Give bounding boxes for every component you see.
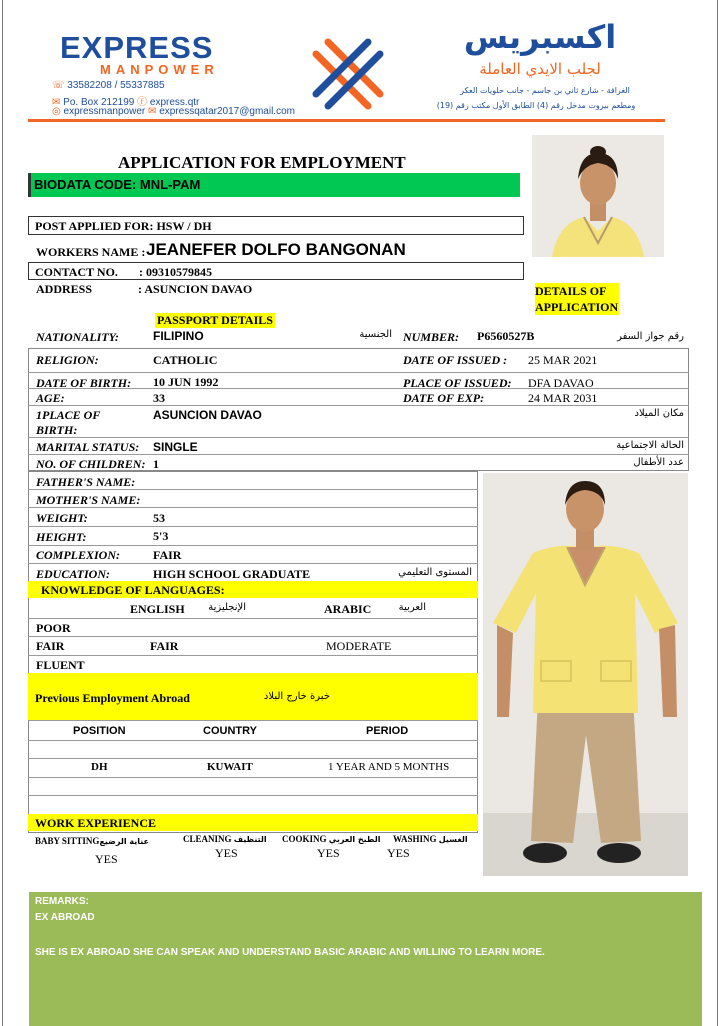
col-period: PERIOD: [366, 725, 409, 737]
passport-number-label: NUMBER:: [403, 330, 460, 344]
header-rule: [28, 119, 665, 122]
contact-value: : 09310579845: [139, 265, 212, 279]
email-icon: ✉: [148, 106, 157, 117]
complexion-label: COMPLEXION:: [36, 548, 121, 562]
col-country: COUNTRY: [203, 725, 257, 737]
row-divider: [28, 740, 478, 741]
complexion-value: FAIR: [153, 548, 182, 562]
remarks-panel: [29, 892, 702, 1026]
contact-box: [28, 262, 524, 280]
marital-value: SINGLE: [153, 440, 198, 454]
employment-position: DH: [91, 761, 108, 773]
contact-label: CONTACT NO.: [35, 265, 118, 279]
weight-label: WEIGHT:: [36, 511, 88, 525]
place-issued-label: PLACE OF ISSUED:: [403, 376, 512, 390]
row-divider: [28, 526, 478, 527]
skill-cleaning-value: YES: [215, 846, 238, 860]
date-exp: 24 MAR 2031: [528, 391, 598, 405]
nationality-ar: الجنسية: [359, 329, 392, 340]
row-divider: [28, 720, 478, 721]
biodata-code-bar: [28, 173, 520, 197]
children-label: NO. OF CHILDREN:: [36, 457, 146, 471]
row-divider: [28, 618, 478, 619]
skill-cleaning: CLEANING التنظيف: [183, 834, 267, 844]
express-logo-icon: [306, 32, 390, 116]
pob-label: 1PLACE OF BIRTH:: [36, 408, 101, 437]
post-applied: POST APPLIED FOR: HSW / DH: [35, 219, 212, 233]
remarks-label: REMARKS:: [35, 896, 89, 907]
skill-cooking: COOKING الطبخ العربي: [282, 834, 381, 844]
row-divider: [28, 563, 478, 564]
skill-cooking-value: YES: [317, 846, 340, 860]
address-ar-line2: ومطعم بيروت مدخل رقم (4) الطابق الأول مكتب رقم (19): [436, 101, 636, 110]
contact-social: ◎ expressmanpower ✉ expressqatar2017@gmail.com: [52, 106, 295, 117]
passport-number: P6560527B: [477, 329, 535, 343]
address-value: : ASUNCION DAVAO: [138, 282, 253, 296]
employment-heading-ar: خبرة خارج البلاد: [263, 691, 330, 702]
children-ar: عدد الأطفال: [633, 457, 684, 468]
page-title: APPLICATION FOR EMPLOYMENT: [118, 153, 406, 172]
children-value: 1: [153, 457, 159, 471]
row-divider: [28, 636, 478, 637]
phone-icon: ☏: [52, 80, 65, 91]
height-label: HEIGHT:: [36, 530, 87, 544]
skill-baby-sitting-value: YES: [95, 852, 118, 866]
post-applied-box: [28, 216, 524, 235]
date-issued: 25 MAR 2021: [528, 353, 598, 367]
work-experience-heading: WORK EXPERIENCE: [28, 814, 478, 831]
workers-name-label: WORKERS NAME :: [36, 245, 146, 259]
pob-ar: مكان الميلاد: [634, 408, 684, 419]
workers-name: JEANEFER DOLFO BANGONAN: [146, 240, 406, 259]
marital-label: MARITAL STATUS:: [36, 440, 140, 454]
row-divider: [28, 795, 478, 796]
place-issued: DFA DAVAO: [528, 376, 594, 390]
religion-label: RELIGION:: [36, 353, 99, 367]
height-value: 5'3: [153, 529, 169, 543]
weight-value: 53: [153, 511, 165, 525]
arabic-level: MODERATE: [326, 639, 392, 653]
applicant-full-body-photo: [483, 473, 688, 876]
english-level: FAIR: [150, 639, 179, 653]
religion-value: CATHOLIC: [153, 353, 218, 367]
employment-country: KUWAIT: [207, 761, 253, 773]
remarks-line1: EX ABROAD: [35, 912, 95, 923]
level-fair: FAIR: [36, 639, 65, 653]
mailbox-icon: ✉: [52, 97, 61, 108]
age-value: 33: [153, 391, 165, 405]
employment-period: 1 YEAR AND 5 MONTHS: [328, 761, 450, 773]
row-divider: [28, 655, 478, 656]
biodata-code: BIODATA CODE: MNL-PAM: [34, 177, 201, 192]
brand-ar-subtitle: لجلب الايدي العاملة: [479, 60, 601, 78]
brand-en-subtitle: MANPOWER: [100, 62, 219, 77]
dob-label: DATE OF BIRTH:: [36, 376, 132, 390]
nationality-value: FILIPINO: [153, 329, 204, 343]
mother-label: MOTHER'S NAME:: [36, 493, 141, 507]
dob-value: 10 JUN 1992: [153, 375, 219, 389]
arabic-ar: العربية: [398, 602, 426, 613]
level-fluent: FLUENT: [36, 658, 85, 672]
remarks-line2: SHE IS EX ABROAD SHE CAN SPEAK AND UNDERSTAND BASIC ARABIC AND WILLING TO LEARN MORE.: [35, 947, 545, 958]
applicant-portrait-photo: [532, 135, 664, 257]
marital-ar: الحالة الاجتماعية: [616, 440, 684, 451]
date-exp-label: DATE OF EXP:: [403, 391, 485, 405]
brand-en-title: EXPRESS: [60, 30, 214, 65]
row-divider: [28, 437, 689, 438]
skill-washing: WASHING الغسيل: [393, 834, 468, 844]
education-value: HIGH SCHOOL GRADUATE: [153, 567, 311, 581]
pob-value: ASUNCION DAVAO: [153, 408, 262, 422]
contact-phones: ☏ 33582208 / 55337885: [52, 80, 165, 91]
facebook-icon: ⓕ: [137, 97, 148, 108]
age-label: AGE:: [36, 391, 65, 405]
col-position: POSITION: [73, 725, 126, 737]
instagram-icon: ◎: [52, 106, 61, 117]
arabic-header: ARABIC: [324, 602, 372, 616]
row-divider: [28, 777, 478, 778]
row-divider: [28, 545, 478, 546]
contact-pobox: ✉ Po. Box 212199 ⓕ express.qtr: [52, 97, 200, 108]
brand-ar-title: اكسبريس: [463, 18, 617, 56]
education-label: EDUCATION:: [36, 567, 111, 581]
row-divider: [28, 372, 689, 373]
english-header: ENGLISH: [130, 602, 185, 616]
skill-washing-value: YES: [387, 846, 410, 860]
languages-heading: KNOWLEDGE OF LANGUAGES:: [28, 581, 478, 598]
row-divider: [28, 758, 478, 759]
address-label: ADDRESS: [36, 282, 93, 296]
skill-baby-sitting: BABY SITTINGعناية الرضيع: [35, 836, 149, 846]
nationality-label: NATIONALITY:: [36, 330, 119, 344]
level-poor: POOR: [36, 621, 71, 635]
date-issued-label: DATE OF ISSUED :: [403, 353, 508, 367]
passport-number-ar: رقم جواز السفر: [617, 331, 684, 342]
education-ar: المستوى التعليمي: [398, 567, 472, 578]
address-ar-line1: الغرافة - شارع ثاني بن جاسم - جانب حلويات العكر: [460, 86, 630, 95]
english-ar: الإنجليزية: [208, 602, 246, 613]
employment-heading-bar: [28, 673, 478, 720]
passport-details-heading: PASSPORT DETAILS: [157, 313, 273, 327]
details-of-application: DETAILS OF APPLICATION: [535, 284, 619, 314]
father-label: FATHER'S NAME:: [36, 475, 136, 489]
employment-heading: Previous Employment Abroad: [35, 691, 190, 705]
